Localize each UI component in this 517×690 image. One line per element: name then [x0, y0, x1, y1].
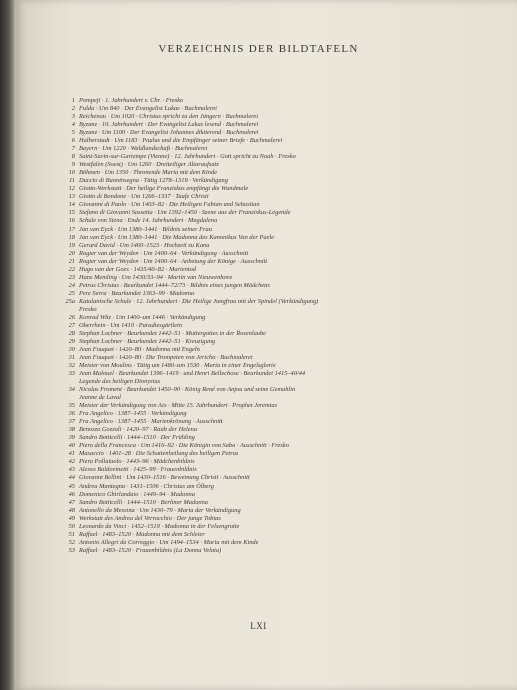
- plate-caption: Stephan Lochner · Beurkundet 1442–51 · Kreuzigung: [79, 337, 216, 345]
- plate-caption: Jean Malouel · Beurkundet 1396–1419 · und Henri Bellechose · Beurkundet 1415–40/44: [79, 370, 306, 378]
- plate-caption: Gerard David · Um 1460–1523 · Hochzeit zu Kana: [79, 241, 210, 249]
- list-item: [63, 226, 503, 234]
- plate-caption: Hugo van der Goes · 1435/40–82 · Marientod: [79, 265, 196, 273]
- list-item: [63, 531, 503, 539]
- plate-list: [63, 97, 503, 555]
- plate-caption: Pere Serra · Beurkundet 1363–99 · Madonna: [79, 289, 195, 297]
- plate-number: 29: [68, 337, 75, 345]
- plate-caption: Fra Angelico · 1387–1455 · Verkündigung: [79, 410, 187, 418]
- plate-number: 27: [68, 321, 75, 329]
- list-item: [63, 491, 503, 499]
- plate-caption: Sandro Botticelli · 1444–1510 · Berliner Madonna: [79, 498, 208, 506]
- plate-caption: Giotto di Bondone · Um 1266–1337 · Taufe Christi: [79, 193, 209, 201]
- list-item: [63, 314, 503, 322]
- plate-caption: Leonardo da Vinci · 1452–1519 · Madonna in der Felsengrotte: [79, 522, 240, 530]
- list-item: [63, 370, 503, 378]
- plate-number: 19: [68, 241, 75, 249]
- list-item: [63, 442, 503, 450]
- plate-caption-continued: Legende des heiligen Dionysius: [79, 378, 161, 386]
- plate-caption: Byzanz · 10. Jahrhundert · Der Evangelist Lukas lesend · Buchmalerei: [79, 121, 259, 129]
- list-item: [63, 338, 503, 346]
- plate-caption: Werkstatt des Andrea del Verrocchio · Der junge Tobias: [79, 514, 221, 522]
- book-spine: [0, 0, 14, 690]
- plate-caption: Antonio Allegri da Correggio · Um 1494–1534 · Maria mit dem Kinde: [79, 538, 259, 546]
- plate-number: 32: [68, 362, 75, 370]
- plate-number: 52: [68, 538, 75, 546]
- plate-number: 34: [68, 386, 75, 394]
- plate-caption: Oberrhein · Um 1410 · Paradiesgärtlein: [79, 321, 183, 329]
- plate-caption: Rogier van der Weyden · Um 1400–64 · Verkündigung · Ausschnitt: [79, 249, 249, 257]
- plate-number: 26: [68, 313, 75, 321]
- plate-number: 22: [68, 265, 75, 273]
- list-item: [63, 450, 503, 458]
- plate-number: 43: [68, 466, 75, 474]
- plate-caption: Konrad Witz · Um 1400–um 1446 · Verkündigung: [79, 313, 206, 321]
- list-item: [63, 386, 503, 394]
- plate-caption: Böhmen · Um 1350 · Thronende Maria mit dem Kinde: [79, 169, 218, 177]
- plate-number: 2: [71, 105, 75, 113]
- plate-caption: Reichenau · Um 1020 · Christus spricht zu den Jüngern · Buchmalerei: [79, 113, 259, 121]
- plate-number: 33: [68, 370, 75, 378]
- list-item: [63, 346, 503, 354]
- plate-caption: Benozzo Gozzoli · 1420–97 · Raub der Helena: [79, 426, 198, 434]
- list-item: [63, 201, 503, 209]
- list-item: [63, 97, 503, 105]
- list-item: [63, 185, 503, 193]
- plate-number: 7: [71, 145, 75, 153]
- plate-caption: Jean Fouquet · 1420–80 · Madonna mit Engeln: [79, 345, 200, 353]
- plate-caption: Halberstadt · Um 1183 · Paulus und die Empfänger seiner Briefe · Buchmalerei: [79, 137, 283, 145]
- plate-caption: Duccio di Buoninsegna · Tätig 1278–1319 · Verkündigung: [79, 177, 228, 185]
- list-item: [63, 298, 503, 306]
- plate-number: 4: [71, 121, 75, 129]
- list-item: [63, 105, 503, 113]
- plate-number: 13: [68, 193, 75, 201]
- plate-caption: Westfalen (Soest) · Um 1260 · Dreiteiliger Altaraufsatz: [79, 161, 219, 169]
- plate-number: 46: [68, 490, 75, 498]
- plate-caption: Domenico Ghirlandaio · 1449–94 · Madonna: [79, 490, 195, 498]
- list-item: [63, 169, 503, 177]
- plate-caption: Jan van Eyck · Um 1380–1441 · Bildnis seiner Frau: [79, 225, 212, 233]
- plate-caption: Jean Fouquet · 1420–80 · Die Trompeten von Jericho · Buchmalerei: [79, 354, 253, 361]
- plate-caption: Petrus Christus · Beurkundet 1444–72/73 · Bildnis eines jungen Mädchens: [79, 281, 270, 289]
- plate-number: 16: [68, 217, 75, 225]
- plate-caption: Meister der Verkündigung von Aix · Mitte 15. Jahrhundert · Prophet Jeremias: [79, 402, 278, 410]
- plate-number: 48: [68, 506, 75, 514]
- plate-number: 44: [68, 474, 75, 482]
- plate-number: 51: [68, 530, 75, 538]
- plate-caption: Pompeji · 1. Jahrhundert v. Chr. · Fresko: [79, 97, 184, 104]
- plate-caption: Byzanz · Um 1100 · Der Evangelist Johannes diktierend · Buchmalerei: [79, 129, 259, 137]
- list-item: [63, 153, 503, 161]
- plate-caption: Masaccio · 1401–28 · Die Schattenheilung des heiligen Petrus: [79, 450, 239, 458]
- plate-number: 21: [68, 257, 75, 265]
- plate-caption: Alesso Baldovinetti · 1425–99 · Frauenbildnis: [79, 466, 197, 474]
- plate-number: 37: [68, 418, 75, 426]
- plate-number: 40: [68, 442, 75, 450]
- plate-caption-continued: Jeanne de Laval: [79, 394, 121, 402]
- plate-number: 17: [68, 225, 75, 233]
- plate-caption: Nicolas Froment · Beurkundet 1450–90 · König René von Anjou und seine Gemahlin: [79, 386, 296, 394]
- list-item: [63, 193, 503, 201]
- plate-number: 25: [68, 289, 75, 297]
- plate-number: 20: [68, 249, 75, 257]
- list-item: [63, 547, 503, 555]
- plate-number: 23: [68, 273, 75, 281]
- page-number: LXI: [250, 621, 267, 631]
- plate-number: 5: [71, 129, 75, 137]
- list-item: [63, 402, 503, 410]
- plate-caption: Fra Angelico · 1387–1455 · Marienkrönung · Ausschnitt: [79, 418, 223, 426]
- list-item: [63, 458, 503, 466]
- list-item: [63, 161, 503, 169]
- page-title: VERZEICHNIS DER BILDTAFELN: [158, 43, 359, 55]
- list-item: [63, 330, 503, 338]
- list-item: [63, 507, 503, 515]
- plate-number: 41: [68, 450, 75, 458]
- plate-caption: Stefano di Giovanni Sassetta · Um 1392–1450 · Szene aus der Franziskus-Legende: [79, 209, 291, 217]
- plate-caption: Piero della Francesca · Um 1416–92 · Die Königin von Saba · Ausschnitt · Fresko: [79, 442, 289, 450]
- list-item: [63, 418, 503, 426]
- plate-number: 49: [68, 514, 75, 522]
- plate-caption: Rogier van der Weyden · Um 1400–64 · Anbetung der Könige · Ausschnitt: [79, 257, 268, 265]
- plate-number: 31: [68, 354, 75, 361]
- plate-number: 25a: [65, 297, 75, 305]
- plate-caption: Raffael · 1483–1520 · Madonna mit dem Schleier: [79, 530, 205, 538]
- plate-caption: Giovanni di Paolo · Um 1403–82 · Die Heiligen Fabian und Sebastian: [79, 201, 260, 209]
- list-item: [63, 362, 503, 370]
- list-item: [63, 434, 503, 442]
- list-item: [63, 426, 503, 434]
- plate-number: 38: [68, 426, 75, 434]
- list-item: [63, 250, 503, 258]
- plate-number: 10: [68, 169, 75, 177]
- plate-caption: Katalanische Schule · 12. Jahrhundert · Die Heilige Jungfrau mit der Spindel (Verkündigung): [79, 297, 319, 305]
- list-item: [63, 474, 503, 482]
- list-item: [63, 282, 503, 290]
- plate-number: 24: [68, 281, 75, 289]
- list-item: [63, 483, 503, 491]
- plate-caption: Piero Pollaiuolo · 1443–96 · Mädchenbildnis: [79, 458, 195, 466]
- plate-caption: Stephan Lochner · Beurkundet 1442–51 · Muttergottes in der Rosenlaube: [79, 329, 267, 337]
- plate-caption: Bayern · Um 1220 · Waldlandschaft · Buchmalerei: [79, 145, 208, 153]
- plate-number: 6: [71, 137, 75, 145]
- plate-caption: Jan van Eyck · Um 1380–1441 · Die Madonna des Kanonikus Van der Paele: [79, 233, 275, 241]
- list-item: [63, 258, 503, 266]
- plate-number: 3: [71, 113, 75, 121]
- plate-caption: Giovanni Bellini · Um 1430–1516 · Beweinung Christi · Ausschnitt: [79, 474, 250, 482]
- list-item: [63, 290, 503, 298]
- plate-caption: Raffael · 1483–1520 · Frauenbildnis (La Donna Velata): [79, 546, 222, 554]
- plate-number: 42: [68, 458, 75, 466]
- plate-number: 1: [71, 97, 75, 104]
- plate-number: 39: [68, 434, 75, 442]
- plate-number: 9: [71, 161, 75, 169]
- plate-caption: Giotto-Werkstatt · Der heilige Franziskus empfängt die Wundmale: [79, 185, 249, 193]
- plate-caption: Schule von Siena · Ende 14. Jahrhundert · Magdalena: [79, 217, 218, 225]
- list-item: [63, 274, 503, 282]
- plate-caption: Antonello da Messina · Um 1430–79 · Maria der Verkündigung: [79, 506, 241, 514]
- list-item: [63, 137, 503, 145]
- list-item: [63, 523, 503, 531]
- plate-number: 30: [68, 345, 75, 353]
- list-item: [63, 466, 503, 474]
- plate-number: 45: [68, 482, 75, 490]
- plate-number: 50: [68, 522, 75, 530]
- list-item: [63, 266, 503, 274]
- list-item: [63, 410, 503, 418]
- list-item: [63, 234, 503, 242]
- list-item: [63, 113, 503, 121]
- list-item: [63, 515, 503, 523]
- list-item: [63, 177, 503, 185]
- list-item: [63, 322, 503, 330]
- plate-number: 47: [68, 498, 75, 506]
- list-item: [63, 217, 503, 225]
- plate-caption-continued: Fresko: [79, 305, 97, 313]
- plate-number: 14: [68, 201, 75, 209]
- plate-caption: Hans Memling · Um 1430/33–94 · Martin van Nieuwenhove: [79, 273, 233, 281]
- plate-caption: Fulda · Um 840 · Der Evangelist Lukas · Buchmalerei: [79, 105, 217, 113]
- plate-number: 12: [68, 185, 75, 193]
- list-item: [63, 354, 503, 362]
- plate-caption: Andrea Mantegna · 1431–1506 · Christus am Ölberg: [79, 482, 214, 490]
- list-item: [63, 209, 503, 217]
- list-item: [63, 121, 503, 129]
- plate-number: 8: [71, 153, 75, 161]
- list-item: [63, 129, 503, 137]
- plate-number: 11: [69, 177, 75, 185]
- plate-number: 15: [68, 209, 75, 217]
- plate-caption: Sandro Botticelli · 1444–1510 · Der Frühling: [79, 434, 195, 442]
- plate-number: 35: [68, 402, 75, 410]
- list-item: [63, 242, 503, 250]
- plate-number: 18: [68, 233, 75, 241]
- plate-caption: Meister von Moulins · Tätig um 1480–um 1530 · Maria in einer Engelsglorie: [79, 362, 276, 370]
- list-item: [63, 145, 503, 153]
- plate-caption: Saint-Savin-sur-Gartempe (Vienne) · 12. Jahrhundert · Gott spricht zu Noah · Fresko: [79, 153, 296, 161]
- list-item: [63, 499, 503, 507]
- plate-number: 28: [68, 329, 75, 337]
- plate-number: 36: [68, 410, 75, 418]
- list-item: [63, 539, 503, 547]
- plate-number: 53: [68, 546, 75, 554]
